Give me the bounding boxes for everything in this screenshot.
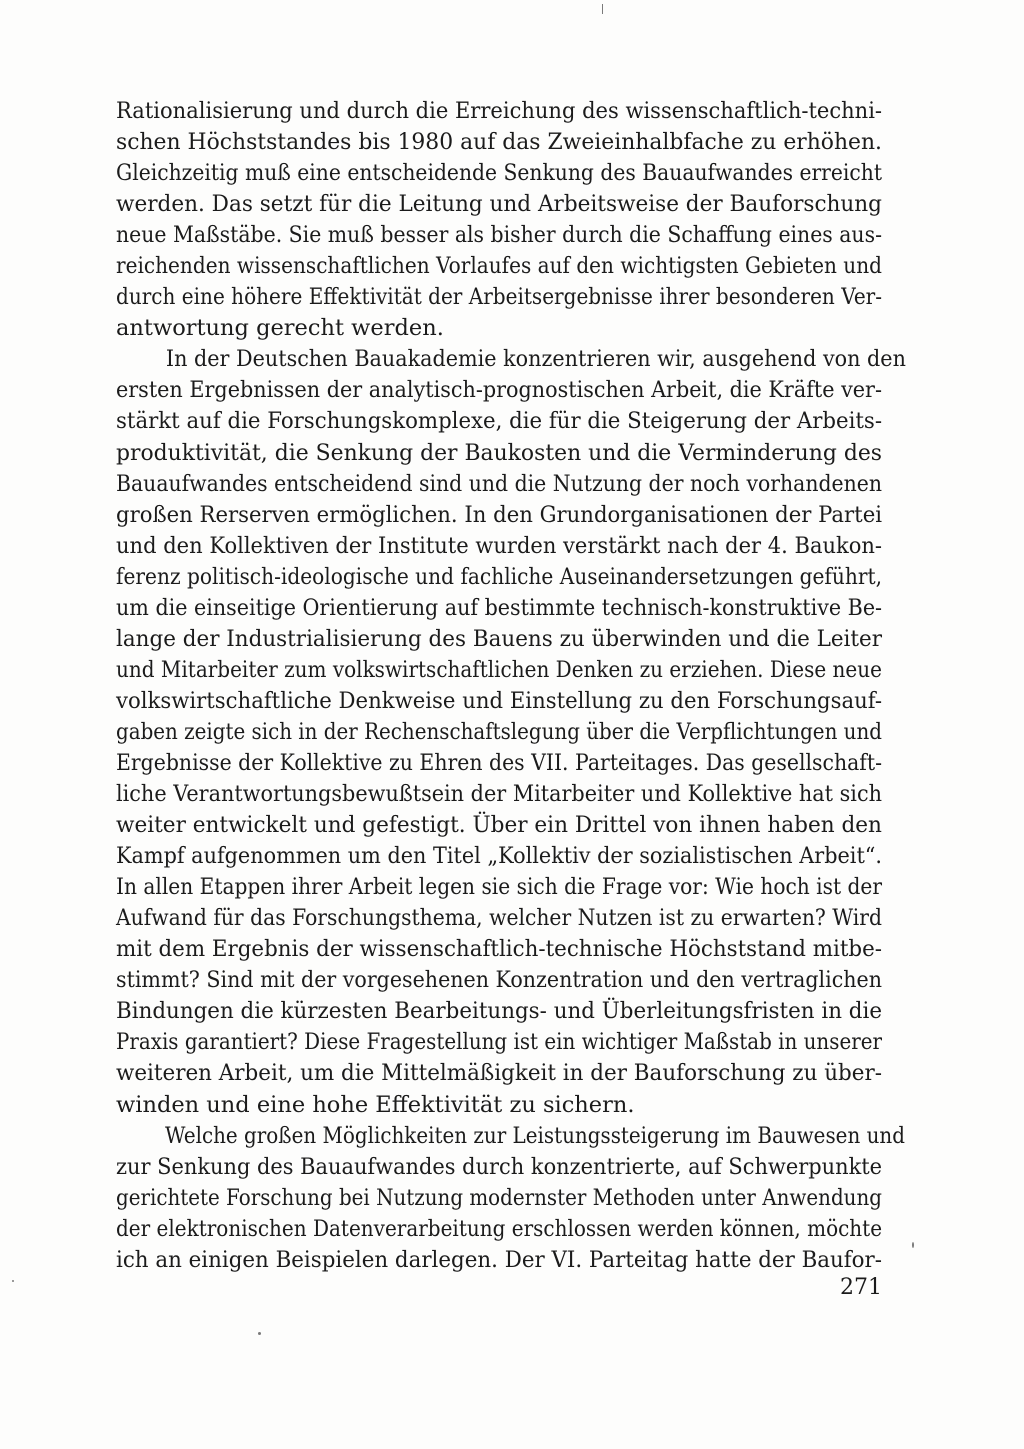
paragraph [116,1121,905,1276]
text-line: um die einseitige Orientierung auf bestimmte technisch-konstruktive Be- [116,594,883,621]
text-line: weiteren Arbeit, um die Mittelmäßigkeit in der Bauforschung zu über- [116,1060,882,1087]
text-line: und Mitarbeiter zum volkswirtschaftlichen Denken zu erziehen. Diese neue [116,656,882,683]
text-line: In der Deutschen Bauakademie konzentrieren wir, ausgehend von den [165,346,906,373]
text-line: Gleichzeitig muß eine entscheidende Senkung des Bauaufwandes erreicht [116,160,882,187]
text-line: stärkt auf die Forschungskomplexe, die für die Steigerung der Arbeits- [116,408,883,435]
text-line: Bindungen die kürzesten Bearbeitungs- und Überleitungsfristen in die [116,998,882,1025]
text-line: Bauaufwandes entscheidend sind und die Nutzung der noch vorhandenen [116,470,883,497]
text-line: weiter entwickelt und gefestigt. Über ein Drittel von ihnen haben den [116,812,882,839]
page-number: 271 [840,1275,882,1300]
text-line: liche Verantwortungsbewußtsein der Mitarbeiter und Kollektive hat sich [116,781,882,808]
text-line: gerichtete Forschung bei Nutzung modernster Methoden unter Anwendung [116,1184,882,1211]
text-line: volkswirtschaftliche Denkweise und Einstellung zu den Forschungsauf- [116,687,882,714]
text-line: lange der Industrialisierung des Bauens zu überwinden und die Leiter [116,625,883,652]
text-line: reichenden wissenschaftlichen Vorlaufes auf den wichtigsten Gebieten und [116,253,883,280]
text-line: gaben zeigte sich in der Rechenschaftslegung über die Verpflichtungen und [116,718,883,745]
text-line: produktivität, die Senkung der Baukosten und die Verminderung des [116,439,883,466]
text-line: Aufwand für das Forschungsthema, welcher Nutzen ist zu erwarten? Wird [116,905,883,932]
text-line: Praxis garantiert? Diese Fragestellung ist ein wichtiger Maßstab in unserer [116,1029,882,1056]
text-line: stimmt? Sind mit der vorgesehenen Konzentration und den vertraglichen [116,967,883,994]
text-line: und den Kollektiven der Institute wurden verstärkt nach der 4. Baukon- [116,532,883,559]
text-line: der elektronischen Datenverarbeitung erschlossen werden können, möchte [116,1215,883,1242]
text-line: ferenz politisch-ideologische und fachliche Auseinandersetzungen geführt, [116,563,883,590]
text-line: werden. Das setzt für die Leitung und Arbeitsweise der Bauforschung [116,191,882,218]
text-line: schen Höchststandes bis 1980 auf das Zweieinhalbfache zu erhöhen. [116,129,883,156]
text-line: zur Senkung des Bauaufwandes durch konzentrierte, auf Schwerpunkte [116,1153,883,1180]
text-line: antwortung gerecht werden. [116,315,444,342]
text-line: ich an einigen Beispielen darlegen. Der VI. Parteitag hatte der Baufor- [116,1246,882,1273]
body-text [116,96,906,1276]
text-line: neue Maßstäbe. Sie muß besser als bisher durch die Schaffung eines aus- [116,222,882,249]
paragraph [116,344,906,1120]
text-line: winden und eine hohe Effektivität zu sichern. [116,1091,635,1118]
text-line: Rationalisierung und durch die Erreichung des wissenschaftlich-techni- [116,98,883,124]
text-line: Welche großen Möglichkeiten zur Leistungssteigerung im Bauwesen und [164,1122,905,1149]
text-line: ersten Ergebnissen der analytisch-prognostischen Arbeit, die Kräfte ver- [116,377,882,404]
scan-speck [258,1332,261,1335]
scan-speck [602,4,603,14]
scan-speck [912,1242,914,1248]
text-line: Ergebnisse der Kollektive zu Ehren des VII. Parteitages. Das gesellschaft- [116,749,882,776]
text-line: großen Rerserven ermöglichen. In den Grundorganisationen der Partei [116,501,883,528]
text-line: mit dem Ergebnis der wissenschaftlich-technische Höchststand mitbe- [116,936,883,963]
text-line: durch eine höhere Effektivität der Arbeitsergebnisse ihrer besonderen Ver- [116,284,883,311]
text-line: Kampf aufgenommen um den Titel „Kollektiv der sozialistischen Arbeit“. [116,843,883,870]
paragraph [116,96,882,344]
scan-speck [12,1280,14,1282]
text-line: In allen Etappen ihrer Arbeit legen sie sich die Frage vor: Wie hoch ist der [116,874,883,901]
